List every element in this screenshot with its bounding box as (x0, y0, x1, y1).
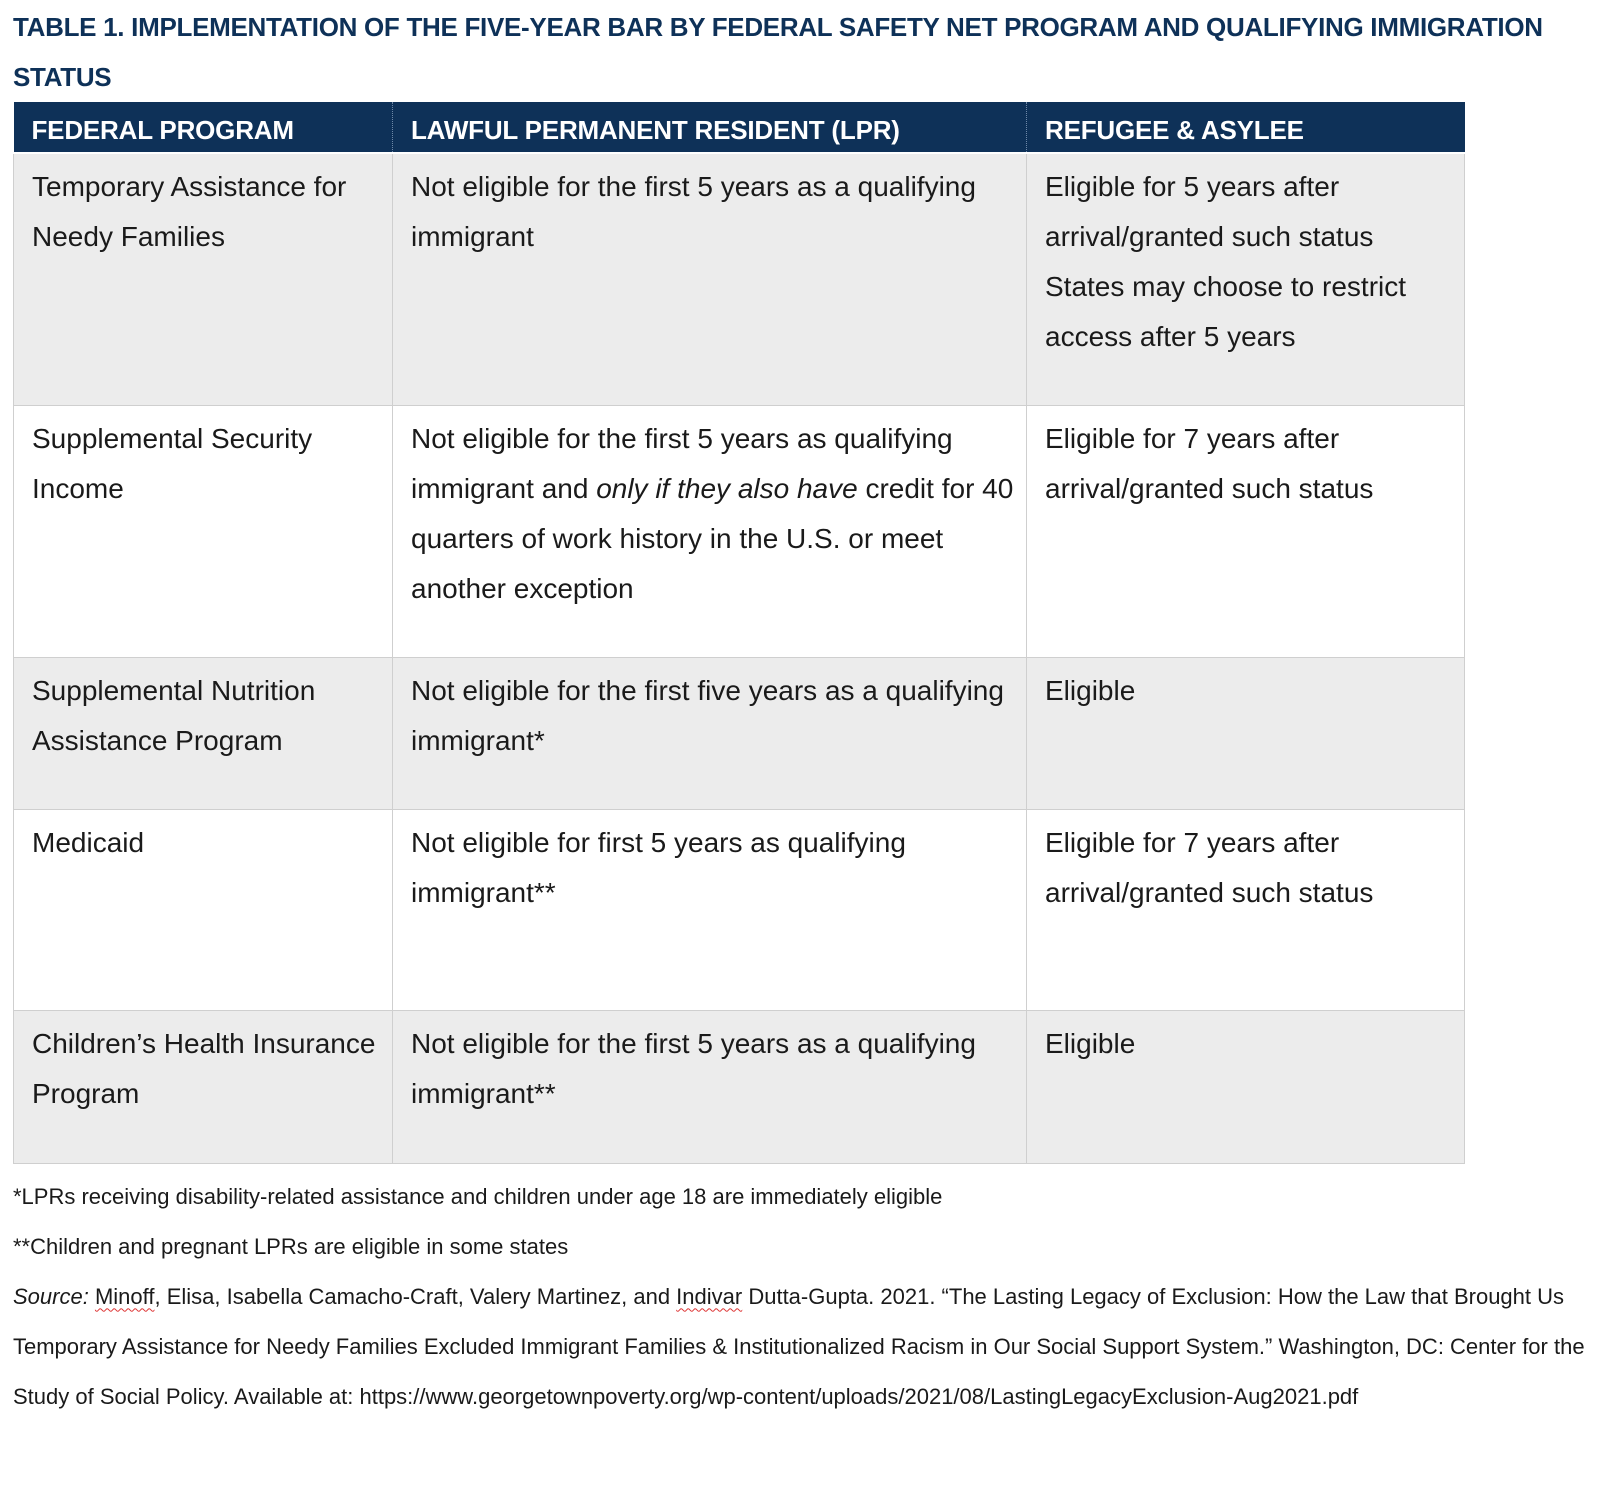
refugee-note: States may choose to restrict access after 5 years (1045, 271, 1407, 352)
refugee-cell (1027, 809, 1465, 1010)
source-citation (13, 1272, 1588, 1422)
program-cell: Medicaid (14, 809, 393, 1010)
table-row (14, 657, 1465, 809)
refugee-cell (1027, 1010, 1465, 1163)
lpr-text-continued: credit for 40 quarters of work history in the U.S. or meet another exception (411, 472, 1014, 604)
refugee-cell (1027, 153, 1465, 405)
lpr-cell (393, 153, 1027, 405)
source-text-3: Dutta-Gupta. 2021. “The Lasting Legacy of Exclusion: How the Law that Brought Us Temporary Assistance for Needy Families Excluded Immigrant Families & Institutionalized Racism in Our Social Support System.” Washington, DC: Center for the Study of Social Policy. Available at: https://www.georgetownpoverty.org/wp-content/uploads/2021/08/LastingLegacyExclusion-Aug2021.pdf (13, 1283, 1585, 1409)
lpr-text: Not eligible for the first 5 years as a qualifying immigrant (411, 171, 976, 252)
lpr-text: Not eligible for the first 5 years as qualifying immigrant and (411, 422, 953, 504)
document-page (13, 0, 1588, 1422)
refugee-text: Eligible for 7 years after arrival/granted such status (1045, 826, 1374, 908)
table-row (14, 1010, 1465, 1163)
header-federal-program: FEDERAL PROGRAM (14, 102, 393, 153)
table-title: TABLE 1. IMPLEMENTATION OF THE FIVE-YEAR BAR BY FEDERAL SAFETY NET PROGRAM AND QUALIFYING IMMIGRATION STATUS (13, 12, 1543, 92)
lpr-emphasis-text: only if they also have (596, 472, 858, 504)
lpr-text: Not eligible for the first 5 years as a qualifying immigrant** (411, 1027, 976, 1109)
eligibility-table (13, 102, 1465, 1164)
source-author-2: Indivar (676, 1283, 743, 1309)
table-row (14, 405, 1465, 657)
lpr-text: Not eligible for first 5 years as qualifying immigrant** (411, 826, 906, 908)
header-refugee-asylee: REFUGEE & ASYLEE (1027, 102, 1465, 153)
header-lpr: LAWFUL PERMANENT RESIDENT (LPR) (393, 102, 1027, 153)
program-cell: Children’s Health Insurance Program (14, 1010, 393, 1163)
footnote-2: **Children and pregnant LPRs are eligible in some states (13, 1233, 569, 1259)
footnote-1: *LPRs receiving disability-related assistance and children under age 18 are immediately eligible (13, 1183, 943, 1209)
table-footnotes (13, 1172, 1588, 1422)
lpr-cell (393, 1010, 1027, 1163)
refugee-text: Eligible for 7 years after arrival/granted such status (1045, 422, 1374, 504)
refugee-cell (1027, 657, 1465, 809)
program-cell: Supplemental Nutrition Assistance Program (14, 657, 393, 809)
source-text-2: , Elisa, Isabella Camacho-Craft, Valery Martinez, and (154, 1283, 677, 1309)
refugee-text: Eligible for 5 years after arrival/granted such status (1045, 171, 1374, 252)
program-cell: Supplemental Security Income (14, 405, 393, 657)
refugee-text: Eligible (1045, 1027, 1136, 1059)
program-cell: Temporary Assistance for Needy Families (14, 153, 393, 405)
lpr-cell (393, 405, 1027, 657)
table-header-row (14, 102, 1465, 153)
source-author-1: Minoff (94, 1283, 155, 1309)
source-label: Source: (13, 1283, 89, 1309)
lpr-text: Not eligible for the first five years as a qualifying immigrant* (411, 674, 1004, 756)
lpr-cell (393, 809, 1027, 1010)
lpr-cell (393, 657, 1027, 809)
refugee-cell (1027, 405, 1465, 657)
table-row (14, 809, 1465, 1010)
table-row (14, 153, 1465, 405)
refugee-text: Eligible (1045, 674, 1136, 706)
